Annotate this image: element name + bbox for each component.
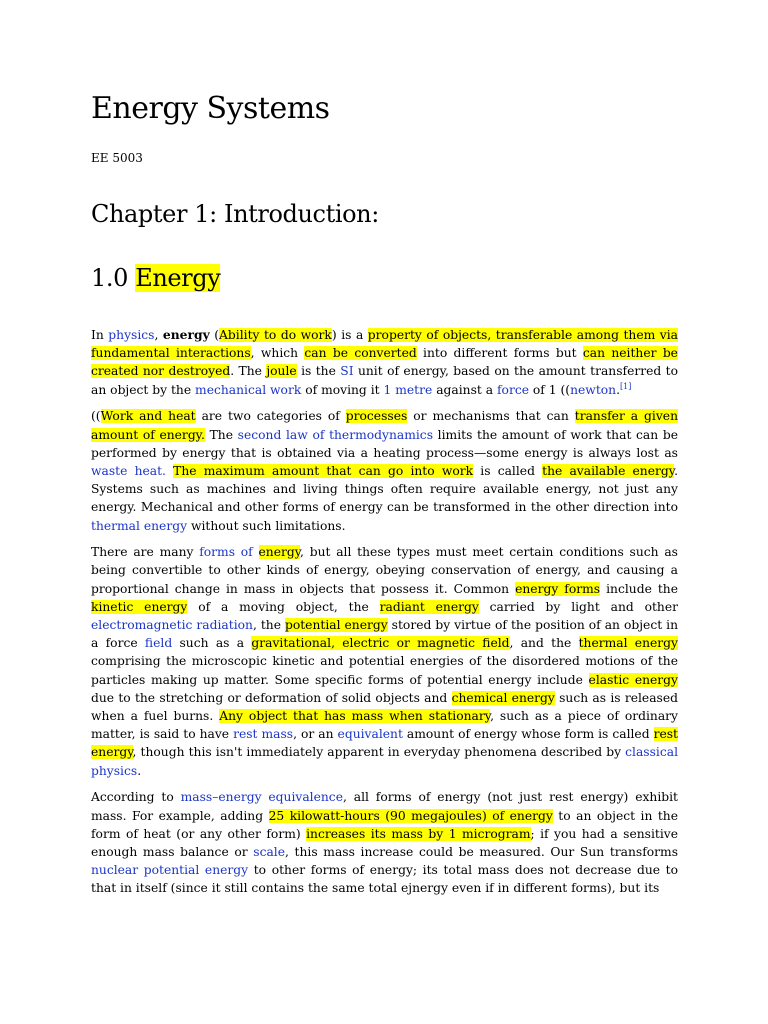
paragraph (91, 326, 678, 399)
hyperlink[interactable]: mechanical work (195, 382, 302, 397)
hyperlink[interactable]: mass–energy equivalence (180, 790, 343, 805)
text-run: of a moving object, the (187, 599, 380, 614)
text-run: , which (250, 346, 305, 361)
paragraph (91, 407, 678, 534)
text-run: are two categories of (195, 409, 346, 424)
highlighted-text: energy forms (515, 581, 601, 596)
hyperlink[interactable]: electromagnetic radiation (91, 618, 253, 633)
hyperlink[interactable]: forms of (199, 545, 259, 560)
highlighted-text: processes (345, 409, 408, 424)
hyperlink[interactable]: scale (253, 844, 286, 859)
text-run: include the (600, 581, 678, 596)
highlighted-text: increases its mass by 1 microgram (306, 826, 531, 841)
section-name: Energy (135, 264, 221, 292)
highlighted-text: rest energy (91, 727, 678, 760)
text-run: There are many (91, 545, 200, 560)
highlighted-text: Work and heat (100, 409, 196, 424)
hyperlink[interactable]: classical physics (91, 745, 678, 778)
highlighted-text: joule (266, 364, 297, 379)
text-run: due to the stretching or deformation of solid objects and (91, 690, 452, 705)
text-run: such as is released when a fuel burns. (91, 690, 678, 724)
text-run: , this mass increase could be measured. Our Sun transforms (285, 844, 678, 859)
text-run: to an object in the form of heat (or any other form) (91, 808, 678, 841)
hyperlink[interactable]: second law of thermodynamics (237, 427, 434, 442)
text-run: , and the (509, 636, 579, 651)
highlighted-text: property of objects, transferable among them via fundamental interactions (91, 328, 678, 361)
highlighted-text: gravitational, electric or magnetic field (251, 636, 510, 651)
text-run: , or an (293, 727, 338, 742)
hyperlink[interactable]: newton (570, 382, 617, 397)
highlighted-text: radiant energy (379, 599, 479, 614)
highlighted-text: elastic energy (588, 672, 678, 687)
text-run: , though this isn't immediately apparent in everyday phenomena described by (132, 745, 626, 760)
text-run: limits the amount of work that can be performed by energy that is obtained via a heating process—some energy is always lost as (91, 427, 678, 460)
hyperlink[interactable]: 1 metre (383, 382, 433, 397)
text-run: , the (252, 618, 285, 633)
text-run: , such as a piece of ordinary matter, is said to have (91, 709, 678, 742)
body-text (91, 326, 678, 906)
text-run: ) is a (331, 328, 368, 342)
text-run: According to (91, 790, 181, 805)
highlighted-text: 25 kilowatt-hours (90 megajoules) of energy (268, 808, 553, 823)
hyperlink[interactable]: waste heat. (91, 463, 166, 478)
text-run: . (616, 382, 621, 397)
document-title: Energy Systems (91, 91, 330, 126)
bold-term: energy (162, 327, 210, 342)
text-run: carried by light and other (478, 599, 678, 614)
text-run: ; if you had a sensitive enough mass balance or (91, 826, 678, 859)
text-run: (( (91, 409, 101, 424)
text-run: such as a (172, 636, 252, 651)
highlighted-text: potential energy (284, 618, 388, 633)
highlighted-text: Ability to do work (219, 328, 332, 342)
highlighted-text: kinetic energy (91, 599, 188, 614)
hyperlink[interactable]: SI (340, 364, 354, 379)
footnote-ref-link[interactable]: [1] (620, 381, 632, 391)
text-run: stored by virtue of the position of an object in a force (91, 618, 678, 651)
text-run: ( (209, 328, 220, 342)
text-run: . (137, 763, 142, 778)
text-run: of moving it (301, 382, 384, 397)
highlighted-text: can be converted (304, 346, 417, 361)
text-run: is called (473, 463, 543, 478)
text-run: is the (296, 364, 341, 379)
highlighted-text: Any object that has mass when stationary (219, 709, 491, 724)
text-run: . Systems such as machines and living things often require available energy, not just any energy. Mechanical and other forms of energy can be transformed in the other direction into (91, 463, 678, 515)
chapter-heading: Chapter 1: Introduction: (91, 200, 379, 228)
hyperlink[interactable]: rest mass (233, 727, 294, 742)
text-run: against a (432, 382, 497, 397)
section-heading (91, 264, 220, 292)
hyperlink[interactable]: nuclear potential energy (91, 863, 249, 878)
course-code: EE 5003 (91, 151, 143, 165)
text-run: comprising the microscopic kinetic and potential energies of the disordered motions of the particles making up matter. Some specific forms of potential energy include (91, 654, 678, 687)
section-number: 1.0 (91, 264, 128, 292)
text-run: to other forms of energy; its total mass does not decrease due to that in itself (since it still contains the same total ejnergy even if in different forms), but its (91, 863, 678, 896)
text-run: without such limitations. (187, 518, 346, 533)
text-run: In (91, 328, 109, 342)
highlighted-text: thermal energy (578, 636, 678, 651)
hyperlink[interactable]: equivalent (337, 727, 403, 742)
highlighted-text: can neither be created nor destroyed (91, 346, 678, 379)
highlighted-text: energy (258, 545, 301, 560)
text-run: , but all these types must meet certain conditions such as being convertible to other kinds of energy, obeying conservation of energy, and causing a proportional change in mass in objects that possess it. Common (91, 545, 678, 596)
paragraph (91, 788, 678, 897)
text-run: . The (230, 364, 267, 379)
text-run: amount of energy whose form is called (402, 727, 654, 742)
highlighted-text: chemical energy (451, 690, 555, 705)
hyperlink[interactable]: force (496, 382, 529, 397)
paragraph (91, 543, 678, 780)
highlighted-text: The maximum amount that can go into work (173, 463, 474, 478)
highlighted-text: transfer a given amount of energy. (91, 409, 678, 442)
text-run: , all forms of energy (not just rest energy) exhibit mass. For example, adding (91, 790, 678, 823)
highlighted-text: the available energy (542, 463, 675, 478)
text-run: , (154, 328, 163, 342)
hyperlink[interactable]: field (144, 636, 173, 651)
text-run: into different forms but (416, 346, 583, 361)
hyperlink[interactable]: physics (108, 328, 155, 342)
text-run: The (204, 427, 238, 442)
text-run: or mechanisms that can (407, 409, 575, 424)
text-run: unit of energy, based on the amount transferred to an object by the (91, 364, 679, 397)
hyperlink[interactable]: thermal energy (91, 518, 188, 533)
text-run: of 1 (( (528, 382, 571, 397)
